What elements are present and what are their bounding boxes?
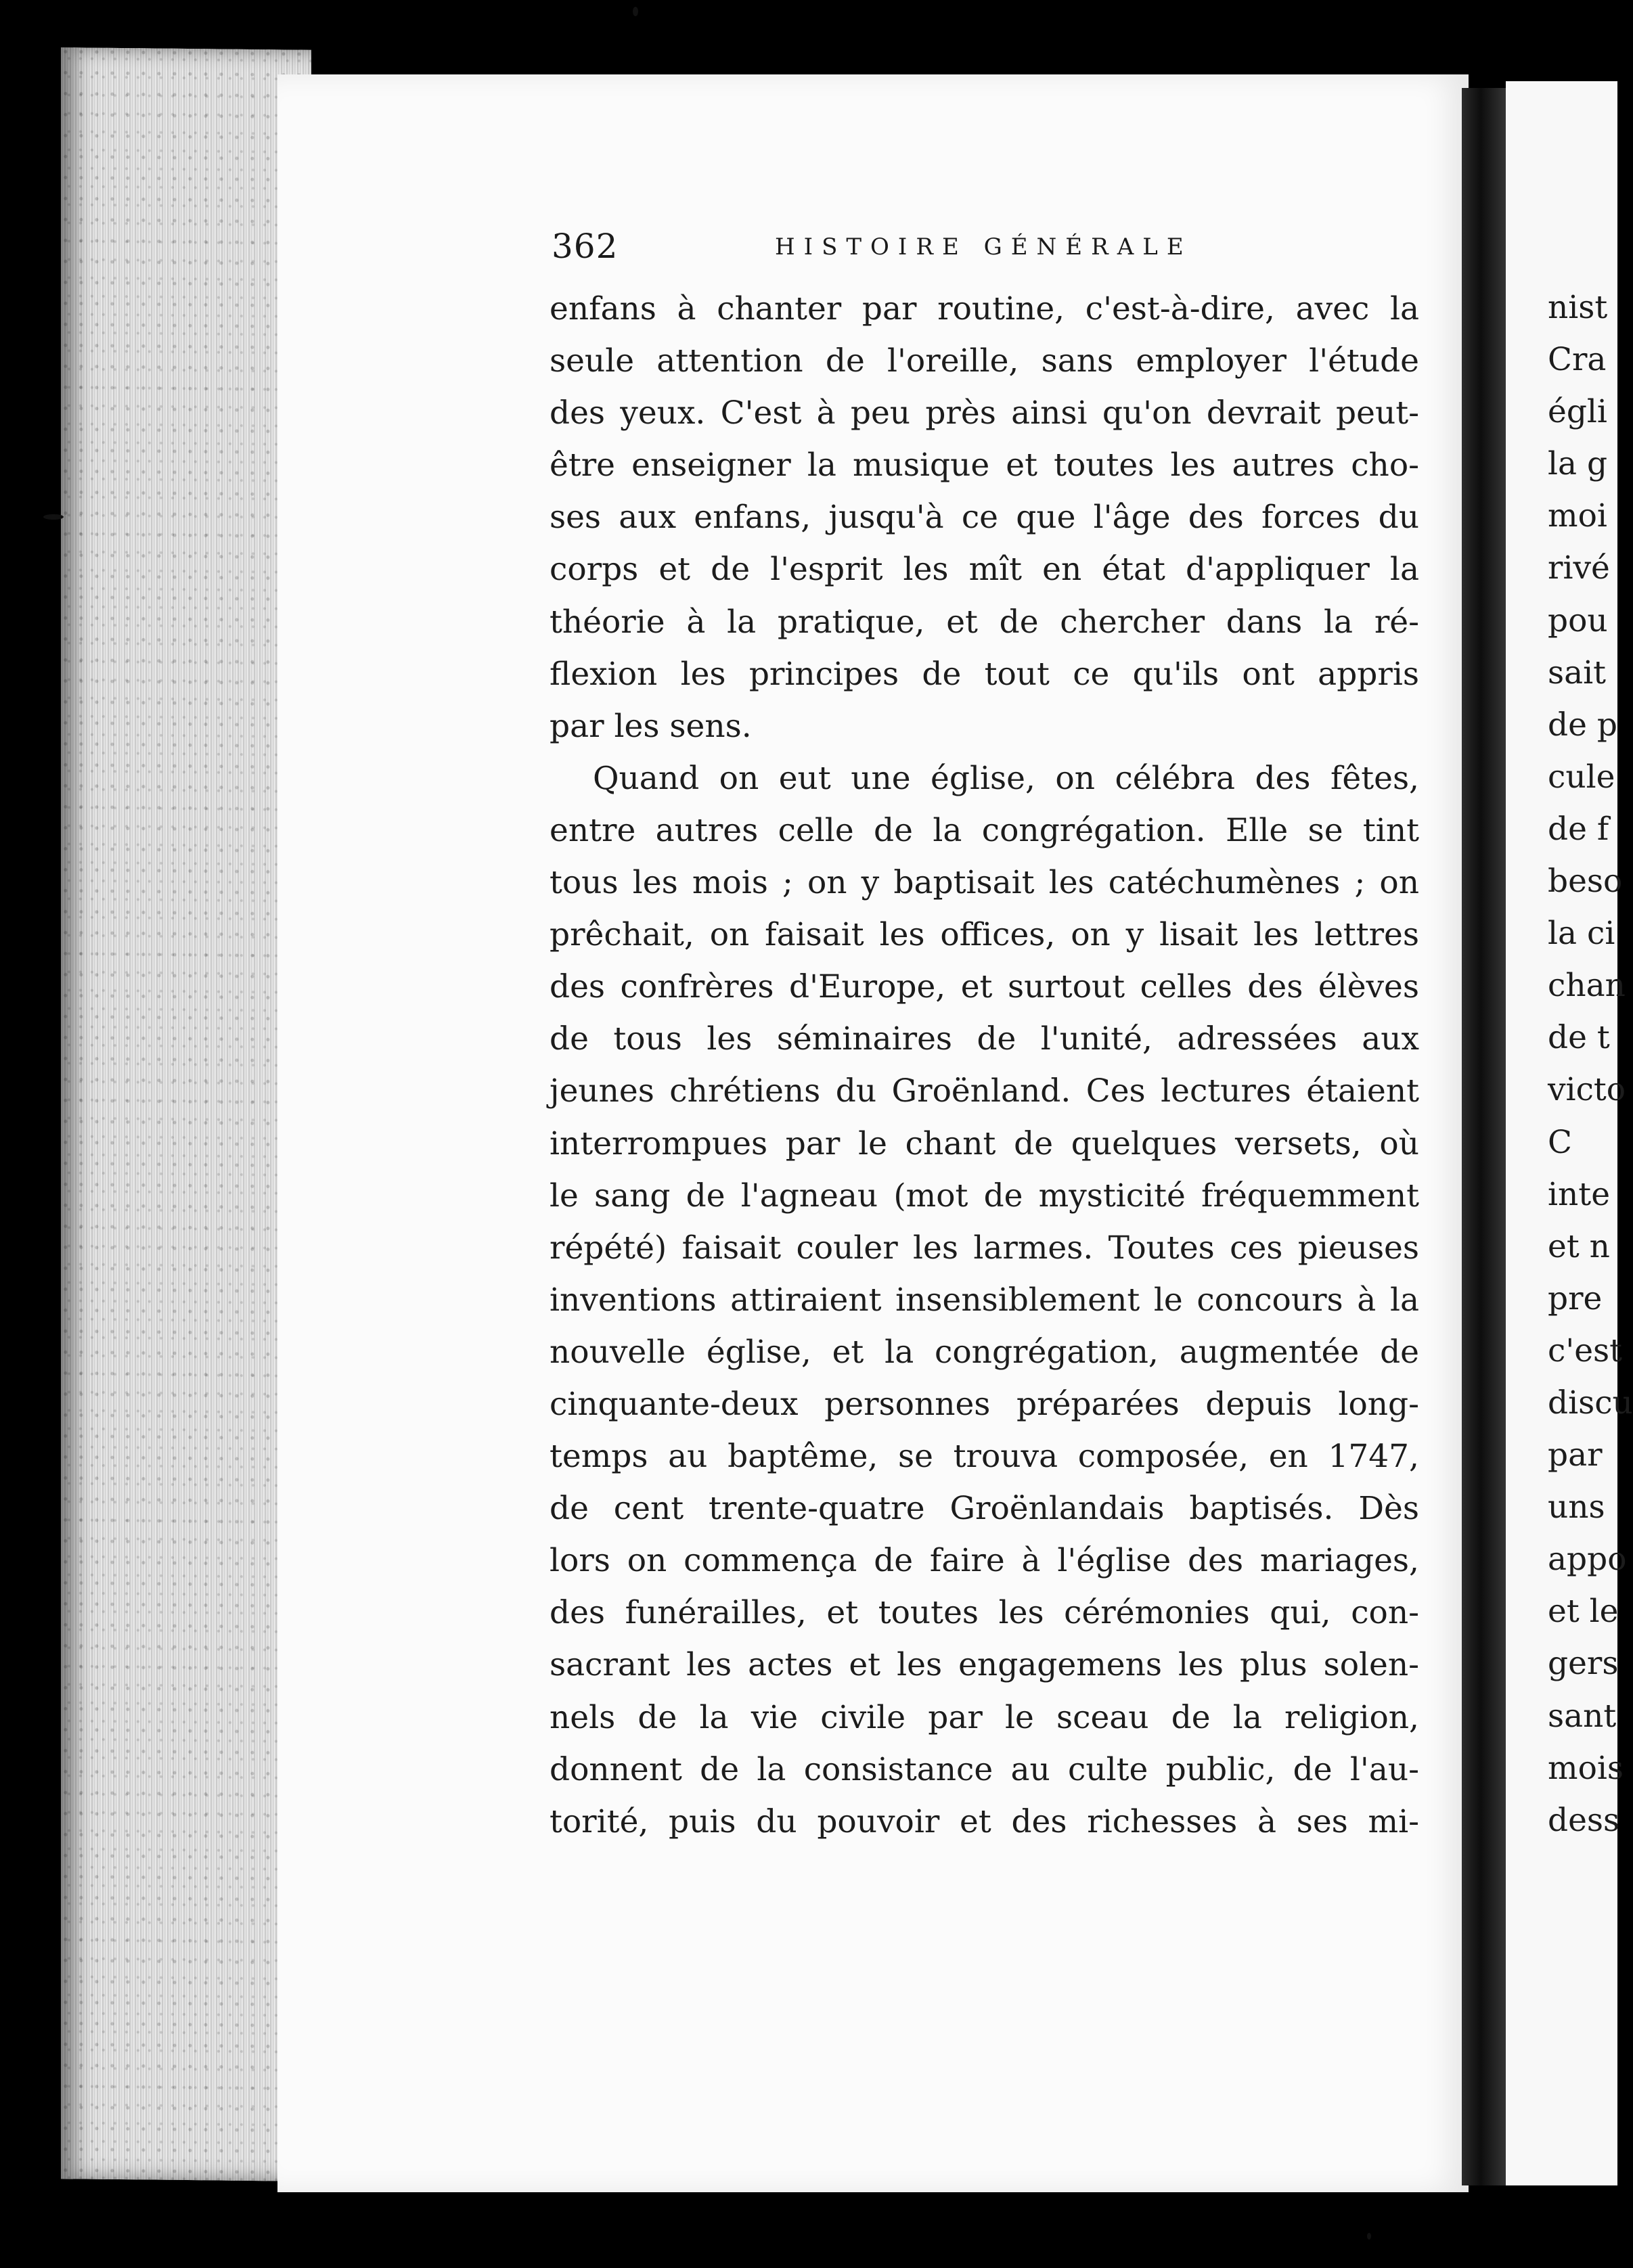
text-line: lors on commença de faire à l'église des mariages, (550, 1542, 1419, 1580)
right-page-line: pre (1548, 1279, 1603, 1317)
scan-speck (43, 514, 64, 520)
text-line: flexion les principes de tout ce qu'ils ont appris (550, 655, 1419, 693)
text-line: enfans à chanter par routine, c'est-à-dire, avec la (550, 290, 1419, 327)
right-page-line: nist (1548, 289, 1608, 326)
text-line: torité, puis du pouvoir et des richesses à ses mi- (550, 1802, 1419, 1840)
right-page-line: de p (1548, 706, 1617, 744)
text-line: cinquante-deux personnes préparées depuis long- (550, 1385, 1419, 1423)
text-line: ses aux enfans, jusqu'à ce que l'âge des forces du (550, 499, 1419, 537)
right-page-line: et n (1548, 1227, 1610, 1265)
text-line: seule attention de l'oreille, sans employer l'étude (550, 342, 1419, 380)
right-page-line: dess (1548, 1801, 1620, 1839)
text-line: théorie à la pratique, et de chercher dans la ré- (550, 603, 1419, 641)
text-line: des confrères d'Europe, et surtout celles des élèves (550, 968, 1419, 1006)
text-line: inventions attiraient insensiblement le concours à la (550, 1281, 1419, 1319)
text-line: entre autres celle de la congrégation. Elle se tint (550, 811, 1419, 849)
right-page-line: inte (1548, 1175, 1611, 1213)
right-page-line: appo (1548, 1541, 1627, 1579)
right-page-line: mois (1548, 1749, 1624, 1787)
right-page-line: discu (1548, 1384, 1633, 1422)
right-page-line: C (1548, 1123, 1572, 1161)
text-line: le sang de l'agneau (mot de mysticité fréquemment (550, 1177, 1419, 1215)
text-line: être enseigner la musique et toutes les autres cho- (550, 447, 1419, 484)
right-page-line: sait (1548, 654, 1607, 691)
right-page-line: égli (1548, 393, 1607, 431)
text-line: nouvelle église, et la congrégation, augmentée de (550, 1333, 1419, 1371)
text-line: par les sens. (550, 707, 752, 745)
right-page-line: c'est (1548, 1332, 1623, 1369)
text-line: corps et de l'esprit les mît en état d'appliquer la (550, 551, 1419, 589)
text-line: de cent trente-quatre Groënlandais baptisés. Dès (550, 1490, 1419, 1528)
text-line: tous les mois ; on y baptisait les catéchumènes ; on (550, 864, 1419, 902)
page-number: 362 (552, 227, 619, 266)
text-line: de tous les séminaires de l'unité, adressées aux (550, 1020, 1419, 1058)
text-line: des funérailles, et toutes les cérémonies qui, con- (550, 1594, 1419, 1632)
right-page-line: pou (1548, 602, 1608, 639)
running-head (552, 227, 1418, 267)
right-page-line: victo (1548, 1071, 1626, 1109)
right-page-line: chan (1548, 967, 1626, 1005)
book-page-edges (61, 47, 311, 2181)
right-page-line: par (1548, 1436, 1603, 1474)
right-page-line: de t (1548, 1019, 1610, 1057)
text-line: jeunes chrétiens du Groënland. Ces lectures étaient (550, 1072, 1419, 1110)
right-page-slice (1506, 81, 1633, 2185)
text-line: des yeux. C'est à peu près ainsi qu'on devrait peut- (550, 394, 1419, 432)
right-page-line: la ci (1548, 915, 1615, 953)
text-line: sacrant les actes et les engagemens les plus solen- (550, 1646, 1419, 1684)
right-page-line: rivé (1548, 549, 1610, 587)
right-page-line: beso (1548, 863, 1623, 901)
right-page-line: uns (1548, 1489, 1605, 1526)
text-line: donnent de la consistance au culte public, de l'au- (550, 1750, 1419, 1788)
running-title: HISTOIRE GÉNÉRALE (775, 233, 1192, 260)
text-line: nels de la vie civile par le sceau de la religion, (550, 1698, 1419, 1736)
right-page-line: Cra (1548, 341, 1607, 379)
scan-speck (633, 7, 638, 16)
right-page-line: et le (1548, 1593, 1619, 1631)
right-page-line: moi (1548, 497, 1607, 535)
text-line: temps au baptême, se trouva composée, en 1747, (550, 1438, 1419, 1476)
right-page-line: sant (1548, 1697, 1617, 1735)
text-line: répété) faisait couler les larmes. Toutes ces pieuses (550, 1229, 1419, 1267)
body-text (550, 283, 1419, 1848)
right-page-text (1506, 281, 1633, 1846)
paragraph-first-line: Quand on eut une église, on célébra des fêtes, (593, 759, 1419, 797)
text-line: prêchait, on faisait les offices, on y lisait les lettres (550, 916, 1419, 954)
book-gutter (1462, 88, 1509, 2185)
right-page-line: la g (1548, 445, 1608, 483)
right-page-line: cule (1548, 758, 1615, 796)
text-line: interrompues par le chant de quelques versets, où (550, 1125, 1419, 1162)
scan-speck (1367, 2233, 1371, 2240)
right-page-line: de f (1548, 810, 1609, 848)
right-page-line: gers (1548, 1645, 1619, 1683)
